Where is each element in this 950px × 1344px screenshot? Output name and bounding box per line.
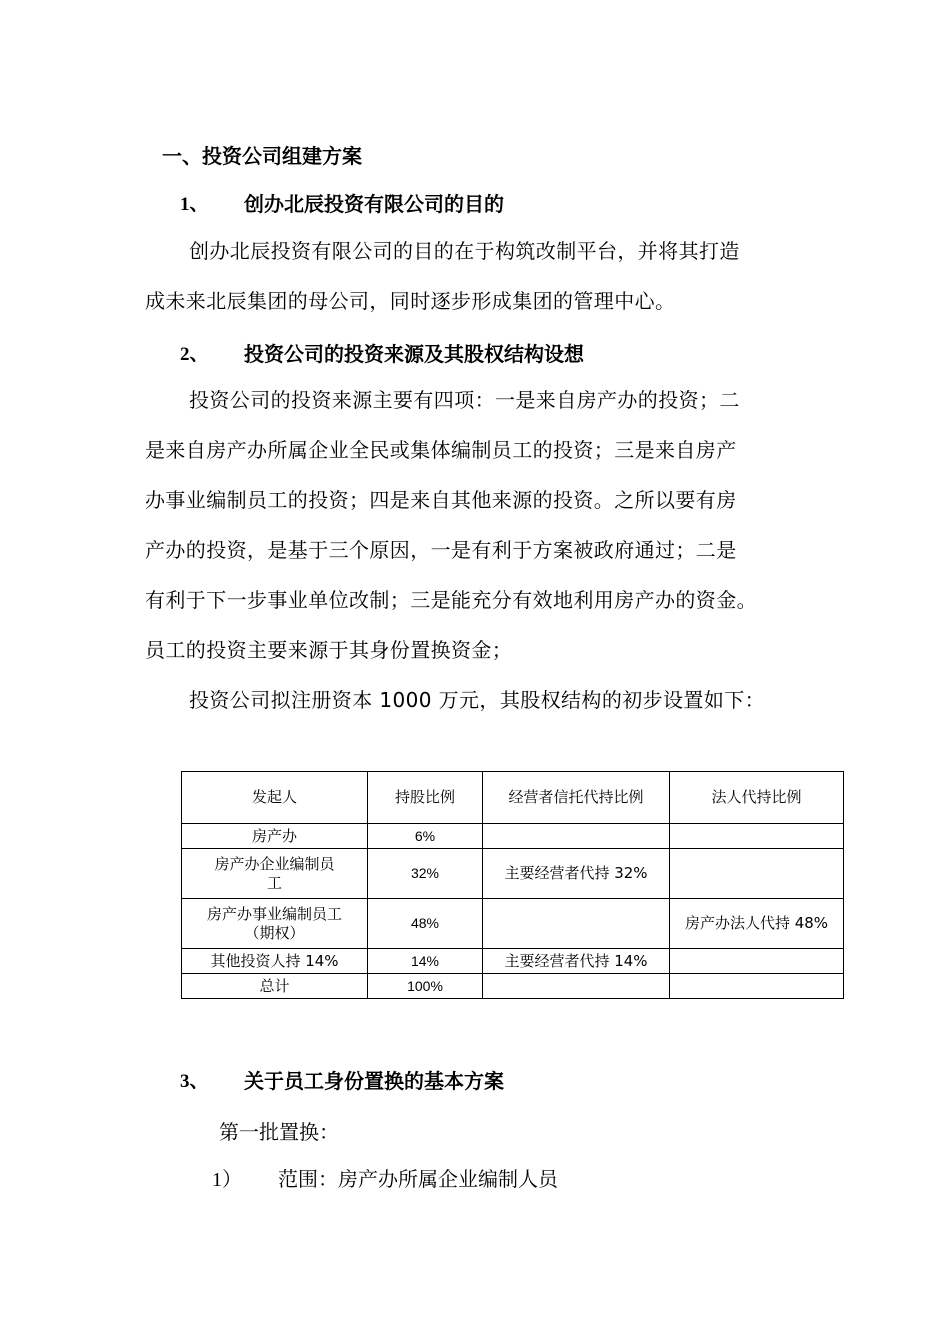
table-cell: 32% (368, 849, 483, 899)
table-cell (670, 949, 844, 974)
table-cell: 主要经营者代持 32% (483, 849, 670, 899)
table-cell: 总计 (182, 974, 368, 999)
table-row (182, 824, 844, 849)
table-header-row (182, 772, 844, 824)
table-cell: 房产办法人代持 48% (670, 899, 844, 949)
table-cell (483, 824, 670, 849)
paragraph-line: 有利于下一步事业单位改制；三是能充分有效地利用房产办的资金。 (145, 588, 757, 612)
table-row (182, 899, 844, 949)
table-cell (483, 899, 670, 949)
paragraph-line: 成未来北辰集团的母公司，同时逐步形成集团的管理中心。 (145, 289, 676, 313)
paragraph-line: 产办的投资，是基于三个原因，一是有利于方案被政府通过；二是 (145, 538, 737, 562)
table-total-row (182, 974, 844, 999)
paragraph-line: 员工的投资主要来源于其身份置换资金； (145, 638, 513, 662)
item3-point-number: 1） (212, 1169, 242, 1191)
table-cell: 房产办企业编制员工 (182, 849, 368, 899)
paragraph-line: 办事业编制员工的投资；四是来自其他来源的投资。之所以要有房 (145, 488, 737, 512)
paragraph-line: 是来自房产办所属企业全民或集体编制员工的投资；三是来自房产 (145, 438, 737, 462)
paragraph-line: 创办北辰投资有限公司的目的在于构筑改制平台，并将其打造 (189, 239, 740, 263)
table-cell: 房产办事业编制员工（期权） (182, 899, 368, 949)
table-cell (670, 974, 844, 999)
table-cell (670, 849, 844, 899)
item1-title: 创办北辰投资有限公司的目的 (244, 192, 504, 216)
section-heading: 一、投资公司组建方案 (162, 144, 362, 168)
table-cell: 48% (368, 899, 483, 949)
table-cell (670, 824, 844, 849)
item1-number: 1、 (180, 194, 209, 215)
table-header-cell: 法人代持比例 (670, 772, 844, 824)
table-cell: 100% (368, 974, 483, 999)
table-cell: 14% (368, 949, 483, 974)
table-header-cell: 发起人 (182, 772, 368, 824)
table-row (182, 949, 844, 974)
item2-paragraph (145, 375, 765, 725)
table-header-cell: 经营者信托代持比例 (483, 772, 670, 824)
table-cell: 其他投资人持 14% (182, 949, 368, 974)
item1-paragraph (145, 226, 740, 326)
paragraph-line: 投资公司拟注册资本 1000 万元，其股权结构的初步设置如下： (189, 688, 766, 712)
item3-point-text: 范围：房产办所属企业编制人员 (278, 1167, 558, 1191)
item3-number: 3、 (180, 1071, 209, 1092)
table-cell: 房产办 (182, 824, 368, 849)
item2-number: 2、 (180, 344, 209, 365)
paragraph-line: 投资公司的投资来源主要有四项：一是来自房产办的投资；二 (189, 388, 740, 412)
table-cell: 主要经营者代持 14% (483, 949, 670, 974)
equity-structure-table (181, 771, 844, 999)
item2-title: 投资公司的投资来源及其股权结构设想 (244, 342, 584, 366)
item3-title: 关于员工身份置换的基本方案 (244, 1069, 504, 1093)
table-row (182, 849, 844, 899)
table-header-cell: 持股比例 (368, 772, 483, 824)
table-cell (483, 974, 670, 999)
item3-subheading: 第一批置换： (219, 1120, 339, 1144)
table-cell: 6% (368, 824, 483, 849)
